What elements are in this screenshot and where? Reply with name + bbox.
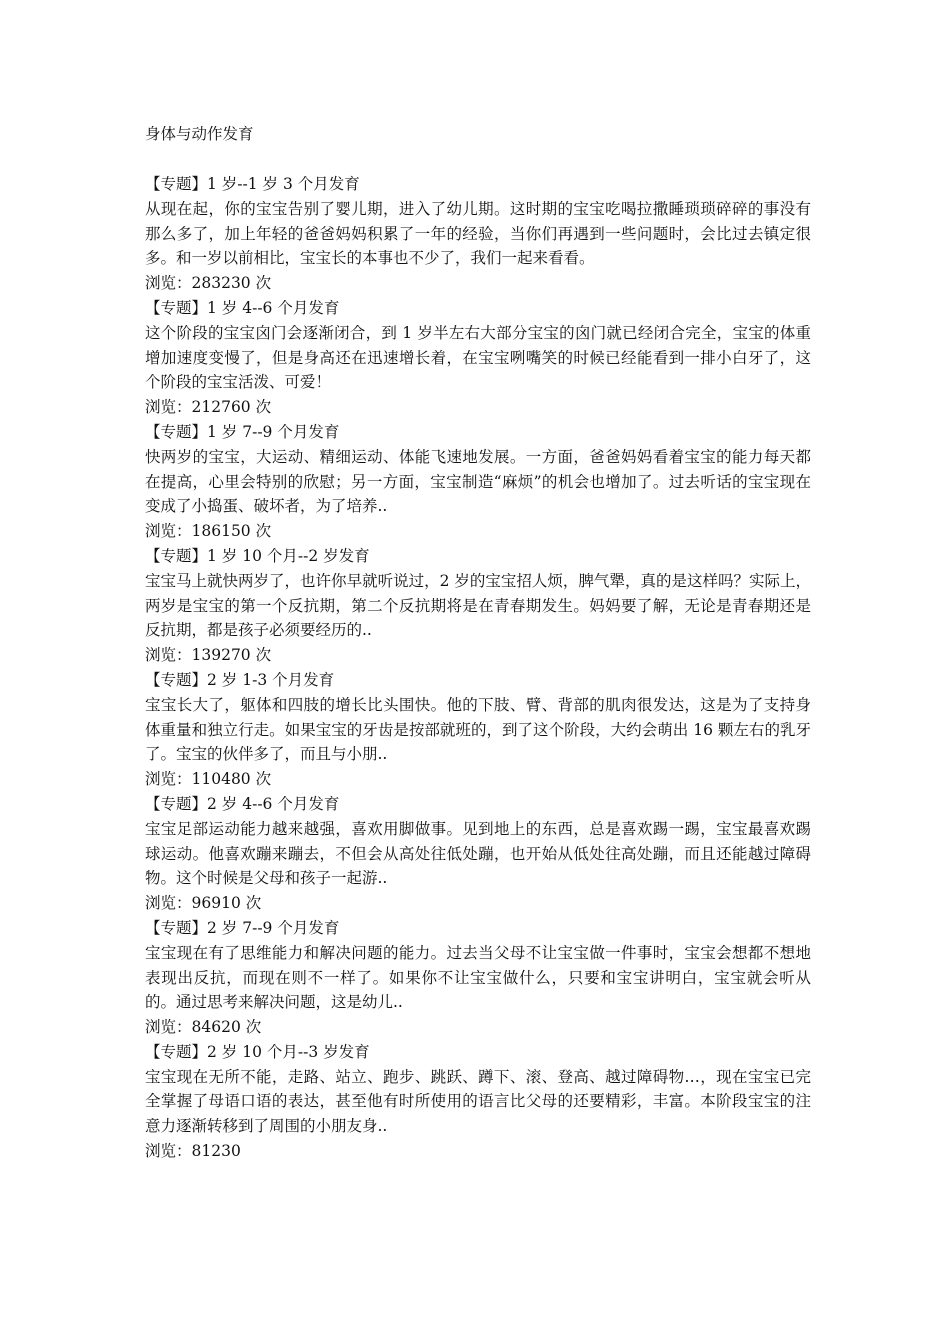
document-content	[145, 122, 811, 1164]
topic-entry	[145, 544, 811, 668]
topic-entry	[145, 296, 811, 420]
topic-title[interactable]: 【专题】2 岁 7--9 个月发育	[145, 918, 340, 937]
topic-description: 宝宝现在有了思维能力和解决问题的能力。过去当父母不让宝宝做一件事时，宝宝会想都不想地表现出反抗，而现在则不一样了。如果你不让宝宝做什么，只要和宝宝讲明白，宝宝就会听从的。通过思考来解决问题，这是幼儿..	[145, 943, 811, 1012]
topic-title[interactable]: 【专题】2 岁 10 个月--3 岁发育	[145, 1042, 370, 1061]
topic-view-count: 浏览：96910 次	[145, 894, 262, 913]
topic-entry	[145, 1040, 811, 1164]
topic-view-count: 浏览：81230	[145, 1142, 241, 1161]
topic-description: 宝宝现在无所不能，走路、站立、跑步、跳跃、蹲下、滚、登高、越过障碍物…，现在宝宝已完全掌握了母语口语的表达，甚至他有时所使用的语言比父母的还要精彩，丰富。本阶段宝宝的注意力逐渐转移到了周围的小朋友身..	[145, 1067, 811, 1136]
topic-description: 宝宝马上就快两岁了，也许你早就听说过，2 岁的宝宝招人烦，脾气犟，真的是这样吗？实际上，两岁是宝宝的第一个反抗期，第二个反抗期将是在青春期发生。妈妈要了解，无论是青春期还是反抗期，都是孩子必须要经历的..	[145, 571, 811, 640]
topic-description: 宝宝足部运动能力越来越强，喜欢用脚做事。见到地上的东西，总是喜欢踢一踢，宝宝最喜欢踢球运动。他喜欢蹦来蹦去，不但会从高处往低处蹦，也开始从低处往高处蹦，而且还能越过障碍物。这个时候是父母和孩子一起游..	[145, 819, 811, 888]
topic-title[interactable]: 【专题】2 岁 4--6 个月发育	[145, 794, 340, 813]
topic-description: 这个阶段的宝宝囟门会逐渐闭合，到 1 岁半左右大部分宝宝的囟门就已经闭合完全，宝宝的体重增加速度变慢了，但是身高还在迅速增长着，在宝宝咧嘴笑的时候已经能看到一排小白牙了，这个阶段的宝宝活泼、可爱！	[145, 323, 811, 392]
topic-title[interactable]: 【专题】2 岁 1-3 个月发育	[145, 670, 335, 689]
topic-description: 宝宝长大了，躯体和四肢的增长比头围快。他的下肢、臂、背部的肌肉很发达，这是为了支持身体重量和独立行走。如果宝宝的牙齿是按部就班的，到了这个阶段，大约会萌出 16 颗左右的乳牙了。宝宝的伙伴多了，而且与小朋..	[145, 695, 811, 764]
topic-entry	[145, 668, 811, 792]
topic-entry	[145, 916, 811, 1040]
topic-entry	[145, 420, 811, 544]
topic-title[interactable]: 【专题】1 岁 4--6 个月发育	[145, 298, 340, 317]
topic-view-count: 浏览：212760 次	[145, 398, 272, 417]
topic-view-count: 浏览：84620 次	[145, 1018, 262, 1037]
topic-title[interactable]: 【专题】1 岁 7--9 个月发育	[145, 422, 340, 441]
topic-entry	[145, 792, 811, 916]
topic-description: 快两岁的宝宝，大运动、精细运动、体能飞速地发展。一方面，爸爸妈妈看着宝宝的能力每天都在提高，心里会特别的欣慰；另一方面，宝宝制造“麻烦”的机会也增加了。过去听话的宝宝现在变成了小捣蛋、破坏者，为了培养..	[145, 447, 811, 516]
topic-description: 从现在起，你的宝宝告别了婴儿期，进入了幼儿期。这时期的宝宝吃喝拉撒睡琐琐碎碎的事没有那么多了，加上年轻的爸爸妈妈积累了一年的经验，当你们再遇到一些问题时，会比过去镇定很多。和一岁以前相比，宝宝长的本事也不少了，我们一起来看看。	[145, 199, 811, 268]
topic-entry	[145, 172, 811, 296]
topic-view-count: 浏览：110480 次	[145, 770, 272, 789]
document-title: 身体与动作发育	[145, 125, 254, 143]
topic-view-count: 浏览：186150 次	[145, 522, 272, 541]
topic-view-count: 浏览：283230 次	[145, 274, 272, 293]
topic-title[interactable]: 【专题】1 岁--1 岁 3 个月发育	[145, 175, 360, 193]
topic-view-count: 浏览：139270 次	[145, 646, 272, 665]
topic-title[interactable]: 【专题】1 岁 10 个月--2 岁发育	[145, 546, 370, 565]
